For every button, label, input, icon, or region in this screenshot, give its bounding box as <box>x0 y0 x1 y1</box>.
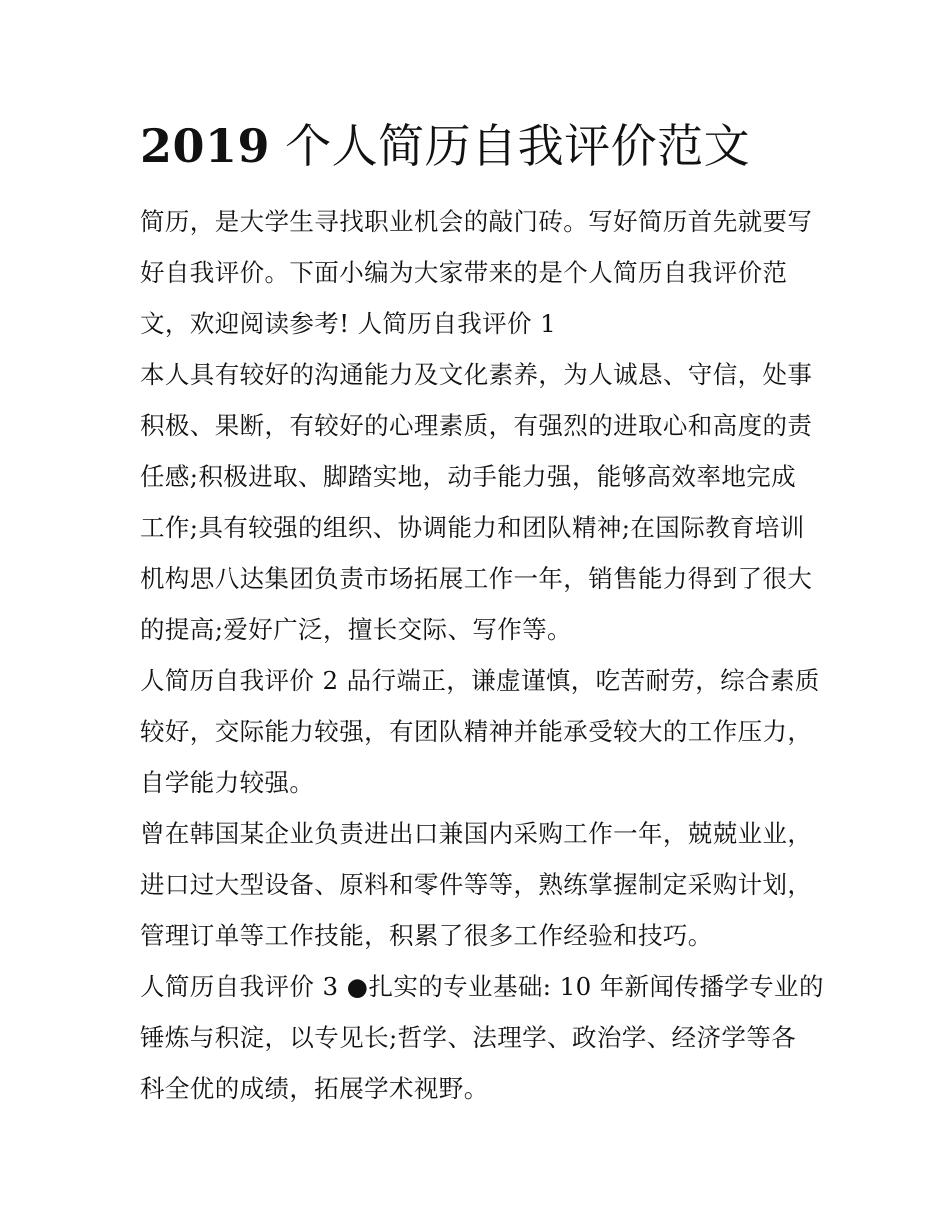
text-line: 好自我评价。下面小编为大家带来的是个人简历自我评价范 <box>140 258 788 287</box>
text-line: 本人具有较好的沟通能力及文化素养，为人诚恳、守信，处事 <box>140 360 813 389</box>
text-line: 机构思八达集团负责市场拓展工作一年，销售能力得到了很大 <box>140 564 813 593</box>
text-line: 人简历自我评价 2 品行端正，谦虚谨慎，吃苦耐劳，综合素质 <box>140 666 820 695</box>
paragraph-intro <box>140 196 820 349</box>
document-body <box>140 196 824 1114</box>
text-line: 的提高;爱好广泛，擅长交际、写作等。 <box>140 615 572 644</box>
text-line: 积极、果断，有较好的心理素质，有强烈的进取心和高度的责 <box>140 411 813 440</box>
text-line: 工作;具有较强的组织、协调能力和团队精神;在国际教育培训 <box>140 513 805 542</box>
document-title <box>140 114 840 178</box>
title-text: 个人简历自我评价范文 <box>270 119 751 173</box>
text-line: 简历，是大学生寻找职业机会的敲门砖。写好简历首先就要写 <box>140 207 813 236</box>
text-line: 锤炼与积淀，以专见长;哲学、法理学、政治学、经济学等各 <box>140 1023 797 1052</box>
text-line: 曾在韩国某企业负责进出口兼国内采购工作一年，兢兢业业， <box>140 819 813 848</box>
text-line: 任感;积极进取、脚踏实地，动手能力强，能够高效率地完成 <box>140 462 797 491</box>
paragraph-evaluation-1 <box>140 349 820 655</box>
title-year: 2019 <box>140 119 271 173</box>
text-line: 进口过大型设备、原料和零件等等，熟练掌握制定采购计划， <box>140 870 813 899</box>
text-line: 文，欢迎阅读参考! 人简历自我评价 1 <box>140 309 557 338</box>
text-line: 较好，交际能力较强，有团队精神并能承受较大的工作压力， <box>140 717 813 746</box>
text-line: 自学能力较强。 <box>140 768 315 797</box>
text-line: 人简历自我评价 3 ●扎实的专业基础: 10 年新闻传播学专业的 <box>140 972 824 1001</box>
paragraph-evaluation-2 <box>140 655 820 808</box>
text-line: 科全优的成绩，拓展学术视野。 <box>140 1074 489 1103</box>
paragraph-evaluation-3 <box>140 961 824 1114</box>
paragraph-work-experience <box>140 808 820 961</box>
text-line: 管理订单等工作技能，积累了很多工作经验和技巧。 <box>140 921 713 950</box>
